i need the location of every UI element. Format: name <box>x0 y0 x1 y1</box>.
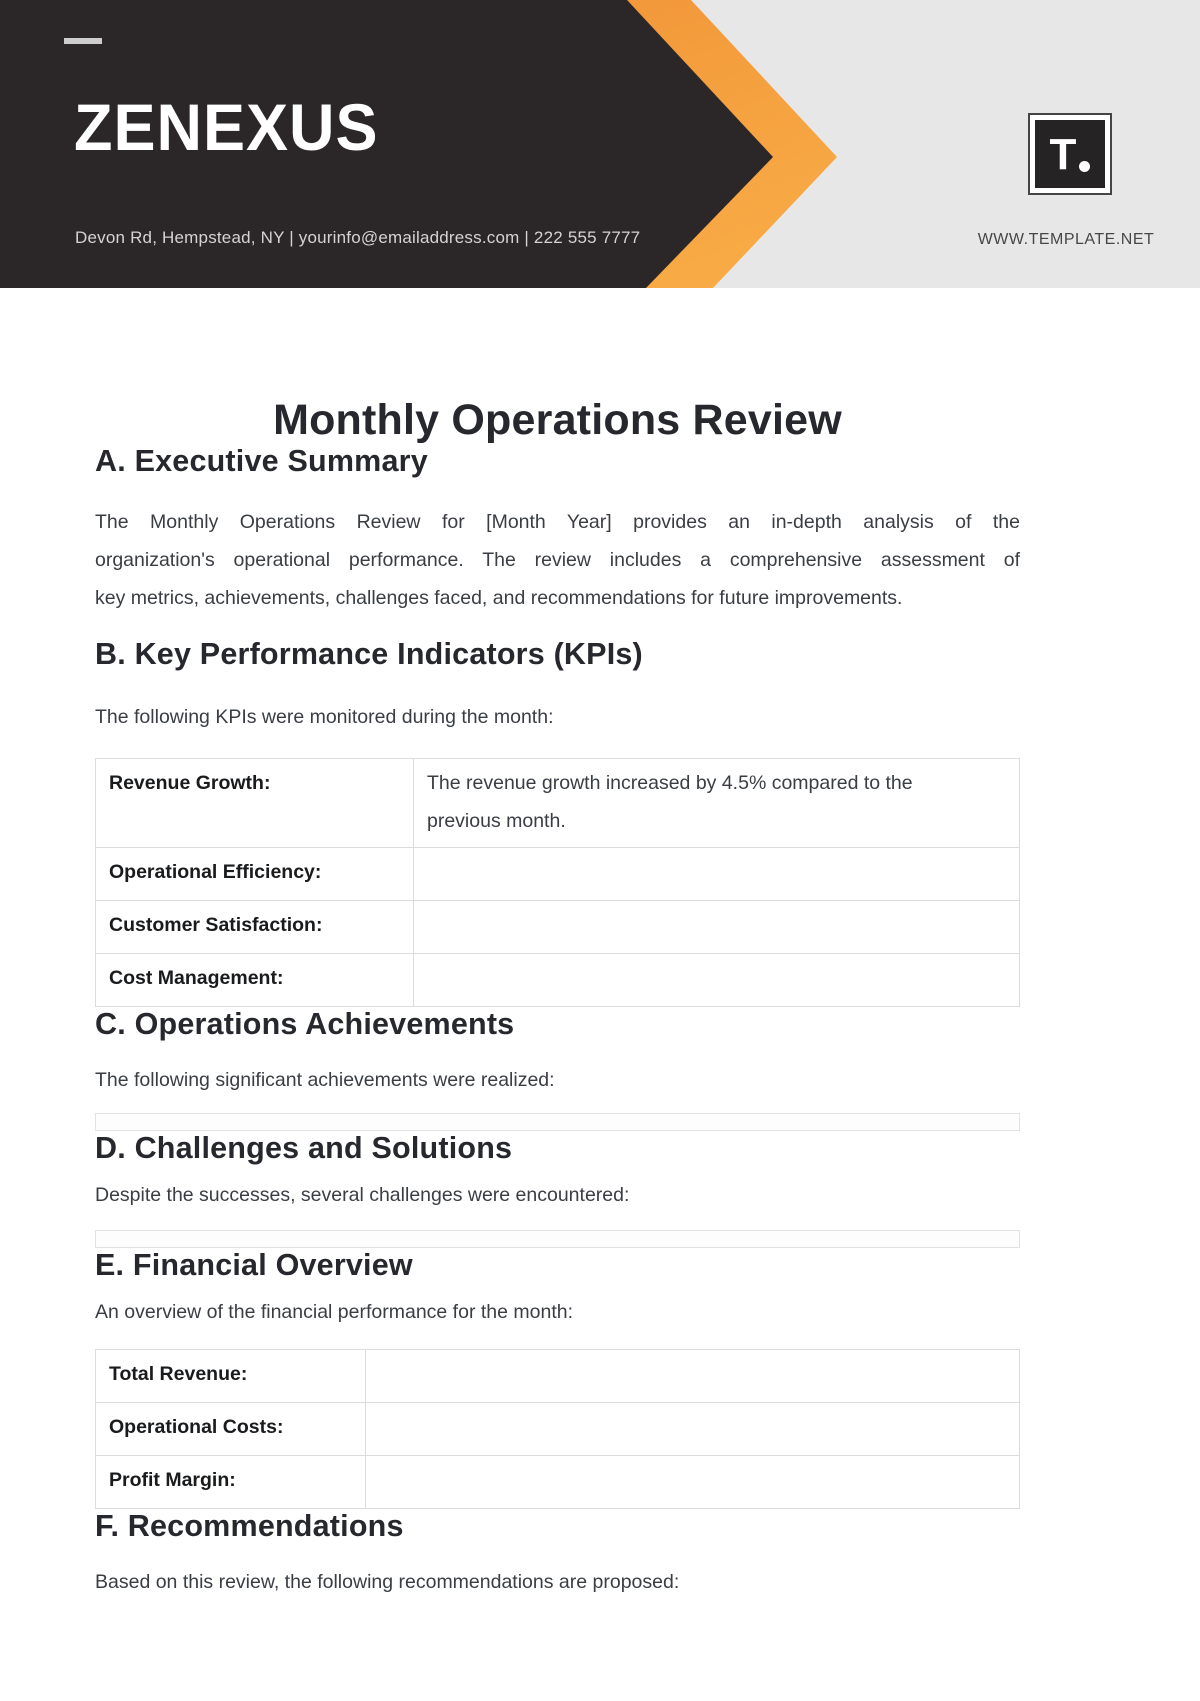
challenges-intro-text: Despite the successes, several challenges were encountered: <box>95 1183 630 1206</box>
table-row <box>96 953 1020 1006</box>
section-heading-c: C. Operations Achievements <box>95 1006 515 1041</box>
document-title: Monthly Operations Review <box>273 396 842 444</box>
logo-dot-icon <box>1079 161 1090 172</box>
blank-fill-in-field <box>95 1230 1020 1248</box>
table-row <box>96 1349 1020 1402</box>
section-heading-e: E. Financial Overview <box>95 1247 413 1282</box>
achievements-intro-text: The following significant achievements were realized: <box>95 1068 555 1091</box>
financial-table <box>95 1349 1020 1509</box>
row-value <box>414 758 1020 847</box>
accent-dash <box>64 38 102 44</box>
recommendations-intro-text: Based on this review, the following recommendations are proposed: <box>95 1570 680 1593</box>
row-label: Total Revenue: <box>96 1349 366 1402</box>
row-label: Revenue Growth: <box>96 758 414 847</box>
table-row <box>96 1402 1020 1455</box>
section-heading-a: A. Executive Summary <box>95 444 428 478</box>
kpi-intro-text: The following KPIs were monitored during the month: <box>95 705 554 728</box>
letterhead-header <box>0 0 1200 288</box>
row-label: Profit Margin: <box>96 1455 366 1508</box>
row-value-text: The revenue growth increased by 4.5% compared to the previous month. <box>427 771 913 832</box>
row-value <box>366 1349 1020 1402</box>
table-row <box>96 758 1020 847</box>
table-row <box>96 900 1020 953</box>
row-value <box>414 953 1020 1006</box>
logo-letter: T <box>1049 130 1077 179</box>
row-label: Operational Efficiency: <box>96 847 414 900</box>
paragraph-line: organization's operational performance. The review includes a comprehensive assessment of <box>95 549 1020 571</box>
section-heading-b: B. Key Performance Indicators (KPIs) <box>95 636 643 671</box>
row-value <box>366 1455 1020 1508</box>
row-label: Customer Satisfaction: <box>96 900 414 953</box>
website-url: WWW.TEMPLATE.NET <box>977 231 1155 248</box>
template-net-logo <box>1028 113 1112 195</box>
paragraph-line: key metrics, achievements, challenges faced, and recommendations for future improvements. <box>95 587 903 609</box>
executive-summary-paragraph <box>95 503 1020 617</box>
document-content <box>0 397 1100 1601</box>
financial-intro-text: An overview of the financial performance for the month: <box>95 1300 573 1323</box>
section-heading-d: D. Challenges and Solutions <box>95 1130 513 1165</box>
table-row <box>96 1455 1020 1508</box>
row-label: Operational Costs: <box>96 1402 366 1455</box>
row-value <box>414 847 1020 900</box>
kpi-table <box>95 758 1020 1007</box>
row-value <box>414 900 1020 953</box>
blank-fill-in-field <box>95 1113 1020 1131</box>
section-heading-f: F. Recommendations <box>95 1508 404 1543</box>
row-value <box>366 1402 1020 1455</box>
company-name: ZENEXUS <box>74 91 379 165</box>
paragraph-line: The Monthly Operations Review for [Month Year] provides an in-depth analysis of the <box>95 511 1020 533</box>
row-label: Cost Management: <box>96 953 414 1006</box>
contact-info: Devon Rd, Hempstead, NY | yourinfo@emailaddress.com | 222 555 7777 <box>75 228 641 247</box>
table-row <box>96 847 1020 900</box>
